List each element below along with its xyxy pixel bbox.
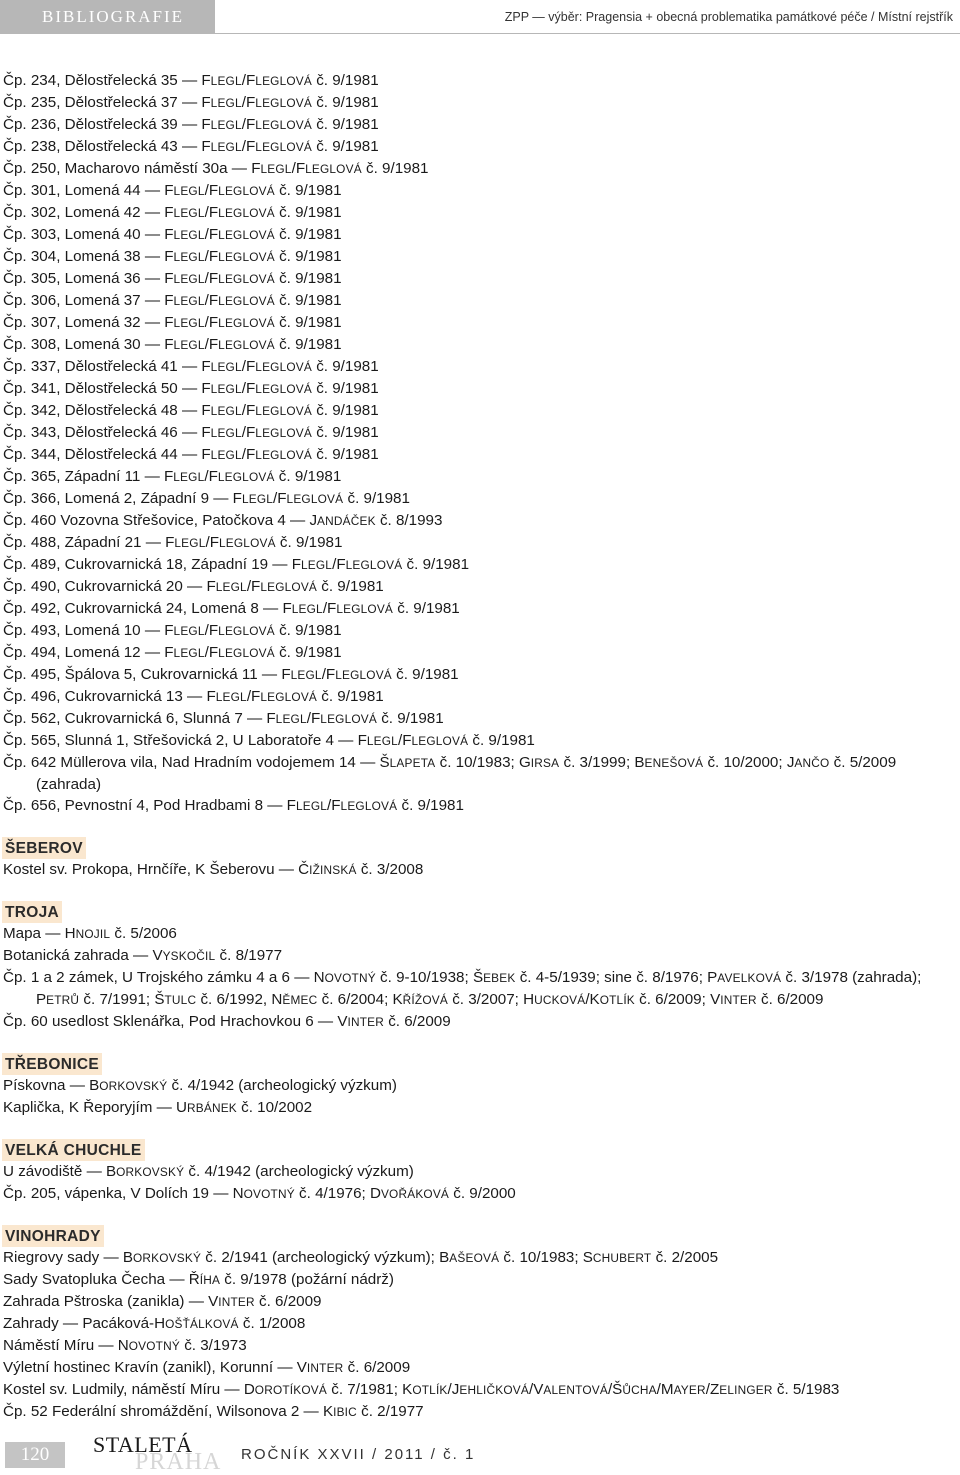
index-entry: Čp. 366, Lomená 2, Západní 9 — FLEGL/FLEGLOVÁ č. 9/1981 xyxy=(3,490,410,507)
index-entry: Čp. 234, Dělostřelecká 35 — FLEGL/FLEGLOVÁ č. 9/1981 xyxy=(3,72,379,89)
index-entry: Čp. 343, Dělostřelecká 46 — FLEGL/FLEGLOVÁ č. 9/1981 xyxy=(3,424,379,441)
section-heading: ŠEBEROV xyxy=(2,837,86,859)
index-entry: Čp. 488, Západní 21 — FLEGL/FLEGLOVÁ č. 9/1981 xyxy=(3,534,343,551)
index-entry: Čp. 642 Müllerova vila, Nad Hradním vodojemem 14 — ŠLAPETA č. 10/1983; GIRSA č. 3/1999; BENEŠOVÁ č. 10/2000; JANČO č. 5/2009 (zahrada) xyxy=(3,754,897,793)
section-list xyxy=(3,837,958,1423)
index-entry: Čp. 492, Cukrovarnická 24, Lomená 8 — FLEGL/FLEGLOVÁ č. 9/1981 xyxy=(3,600,460,617)
index-entry: Zahrady — Pacáková-HOŠŤÁLKOVÁ č. 1/2008 xyxy=(3,1315,306,1332)
index-entry: Čp. 304, Lomená 38 — FLEGL/FLEGLOVÁ č. 9/1981 xyxy=(3,248,342,265)
index-entry: Čp. 656, Pevnostní 4, Pod Hradbami 8 — FLEGL/FLEGLOVÁ č. 9/1981 xyxy=(3,797,464,814)
logo-line2: PRAHA xyxy=(135,1449,222,1475)
index-entry: Náměstí Míru — NOVOTNÝ č. 3/1973 xyxy=(3,1337,247,1354)
index-entry: Riegrovy sady — BORKOVSKÝ č. 2/1941 (archeologický výzkum); BAŠEOVÁ č. 10/1983; SCHUBERT č. 2/2005 xyxy=(3,1249,719,1266)
index-entry: Čp. 52 Federální shromáždění, Wilsonova 2 — KIBIC č. 2/1977 xyxy=(3,1403,424,1420)
index-entry: Čp. 60 usedlost Sklenářka, Pod Hrachovkou 6 — VINTER č. 6/2009 xyxy=(3,1013,451,1030)
index-entry: Čp. 235, Dělostřelecká 37 — FLEGL/FLEGLOVÁ č. 9/1981 xyxy=(3,94,379,111)
index-entry: Čp. 365, Západní 11 — FLEGL/FLEGLOVÁ č. 9/1981 xyxy=(3,468,342,485)
index-entry: Čp. 460 Vozovna Střešovice, Patočkova 4 — JANDÁČEK č. 8/1993 xyxy=(3,512,443,529)
index-entry: Čp. 238, Dělostřelecká 43 — FLEGL/FLEGLOVÁ č. 9/1981 xyxy=(3,138,379,155)
index-entry: Čp. 236, Dělostřelecká 39 — FLEGL/FLEGLOVÁ č. 9/1981 xyxy=(3,116,379,133)
index-entry: Čp. 493, Lomená 10 — FLEGL/FLEGLOVÁ č. 9/1981 xyxy=(3,622,342,639)
index-entry: Čp. 303, Lomená 40 — FLEGL/FLEGLOVÁ č. 9/1981 xyxy=(3,226,342,243)
index-entry: Čp. 489, Cukrovarnická 18, Západní 19 — FLEGL/FLEGLOVÁ č. 9/1981 xyxy=(3,556,470,573)
place-section xyxy=(3,837,958,881)
index-entry: Čp. 305, Lomená 36 — FLEGL/FLEGLOVÁ č. 9/1981 xyxy=(3,270,342,287)
index-entry: Čp. 302, Lomená 42 — FLEGL/FLEGLOVÁ č. 9/1981 xyxy=(3,204,342,221)
page-header xyxy=(0,0,960,34)
index-entry: Čp. 490, Cukrovarnická 20 — FLEGL/FLEGLOVÁ č. 9/1981 xyxy=(3,578,384,595)
index-entry: Kaplička, K Řeporyjím — URBÁNEK č. 10/2002 xyxy=(3,1099,313,1116)
index-entry: Botanická zahrada — VYSKOČIL č. 8/1977 xyxy=(3,947,283,964)
place-section xyxy=(3,901,958,1033)
index-entry: Čp. 342, Dělostřelecká 48 — FLEGL/FLEGLOVÁ č. 9/1981 xyxy=(3,402,379,419)
section-badge xyxy=(0,0,215,34)
index-entry: Čp. 307, Lomená 32 — FLEGL/FLEGLOVÁ č. 9/1981 xyxy=(3,314,342,331)
issue-label: ROČNÍK XXVII / 2011 / č. 1 xyxy=(241,1446,476,1463)
section-heading: VELKÁ CHUCHLE xyxy=(2,1139,145,1161)
journal-logo xyxy=(93,1433,223,1473)
place-section xyxy=(3,1053,958,1119)
index-entry: Čp. 495, Špálova 5, Cukrovarnická 11 — FLEGL/FLEGLOVÁ č. 9/1981 xyxy=(3,666,459,683)
index-entry: Zahrada Pštroska (zanikla) — VINTER č. 6/2009 xyxy=(3,1293,322,1310)
index-entry: Mapa — HNOJIL č. 5/2006 xyxy=(3,925,177,942)
index-entry: Čp. 344, Dělostřelecká 44 — FLEGL/FLEGLOVÁ č. 9/1981 xyxy=(3,446,379,463)
index-entry: Čp. 205, vápenka, V Dolích 19 — NOVOTNÝ č. 4/1976; DVOŘÁKOVÁ č. 9/2000 xyxy=(3,1185,516,1202)
index-entry: Pískovna — BORKOVSKÝ č. 4/1942 (archeologický výzkum) xyxy=(3,1077,397,1094)
index-entry: Čp. 494, Lomená 12 — FLEGL/FLEGLOVÁ č. 9/1981 xyxy=(3,644,342,661)
index-entry: Čp. 341, Dělostřelecká 50 — FLEGL/FLEGLOVÁ č. 9/1981 xyxy=(3,380,379,397)
index-entry: Kostel sv. Ludmily, náměstí Míru — DOROTÍKOVÁ č. 7/1981; KOTLÍK/JEHLIČKOVÁ/VALENTOVÁ/ŠŮCHA/MAYER/ZELINGER č. 5/1983 xyxy=(3,1381,840,1398)
index-entry: Čp. 308, Lomená 30 — FLEGL/FLEGLOVÁ č. 9/1981 xyxy=(3,336,342,353)
place-section xyxy=(3,1139,958,1205)
index-entry: Čp. 496, Cukrovarnická 13 — FLEGL/FLEGLOVÁ č. 9/1981 xyxy=(3,688,384,705)
index-entry: Čp. 301, Lomená 44 — FLEGL/FLEGLOVÁ č. 9/1981 xyxy=(3,182,342,199)
header-rule xyxy=(215,33,960,34)
section-label: BIBLIOGRAFIE xyxy=(42,7,185,26)
running-head: ZPP — výběr: Pragensia + obecná problematika památkové péče / Místní rejstřík xyxy=(504,10,953,24)
index-entry: U závodiště — BORKOVSKÝ č. 4/1942 (archeologický výzkum) xyxy=(3,1163,414,1180)
index-content xyxy=(3,70,958,1423)
index-entry: Čp. 1 a 2 zámek, U Trojského zámku 4 a 6 — NOVOTNÝ č. 9-10/1938; ŠEBEK č. 4-5/1939; sine č. 8/1976; PAVELKOVÁ č. 3/1978 (zahrada); PETRŮ č. 7/1991; ŠTULC č. 6/1992, NĚMEC č. 6/2004; KŘÍŽOVÁ č. 3/2007; HUCKOVÁ/KOTLÍK č. 6/2009; VINTER č. 6/2009 xyxy=(3,969,922,1008)
section-heading: TROJA xyxy=(2,901,62,923)
index-entry: Výletní hostinec Kravín (zanikl), Korunní — VINTER č. 6/2009 xyxy=(3,1359,411,1376)
index-entry: Čp. 565, Slunná 1, Střešovická 2, U Laboratoře 4 — FLEGL/FLEGLOVÁ č. 9/1981 xyxy=(3,732,535,749)
place-section xyxy=(3,1225,958,1423)
index-entry: Čp. 562, Cukrovarnická 6, Slunná 7 — FLEGL/FLEGLOVÁ č. 9/1981 xyxy=(3,710,444,727)
page-footer xyxy=(0,1430,960,1474)
index-entry: Čp. 337, Dělostřelecká 41 — FLEGL/FLEGLOVÁ č. 9/1981 xyxy=(3,358,379,375)
index-entry: Sady Svatopluka Čecha — ŘÍHA č. 9/1978 (požární nádrž) xyxy=(3,1271,394,1288)
entry-list xyxy=(3,70,958,817)
index-entry: Kostel sv. Prokopa, Hrnčíře, K Šeberovu — ČIŽINSKÁ č. 3/2008 xyxy=(3,861,424,878)
index-entry: Čp. 306, Lomená 37 — FLEGL/FLEGLOVÁ č. 9/1981 xyxy=(3,292,342,309)
index-entry: Čp. 250, Macharovo náměstí 30a — FLEGL/FLEGLOVÁ č. 9/1981 xyxy=(3,160,429,177)
logo-line1: STALETÁ xyxy=(93,1432,193,1457)
section-heading: VINOHRADY xyxy=(2,1225,104,1247)
section-heading: TŘEBONICE xyxy=(2,1053,102,1075)
page-number: 120 xyxy=(5,1442,65,1468)
